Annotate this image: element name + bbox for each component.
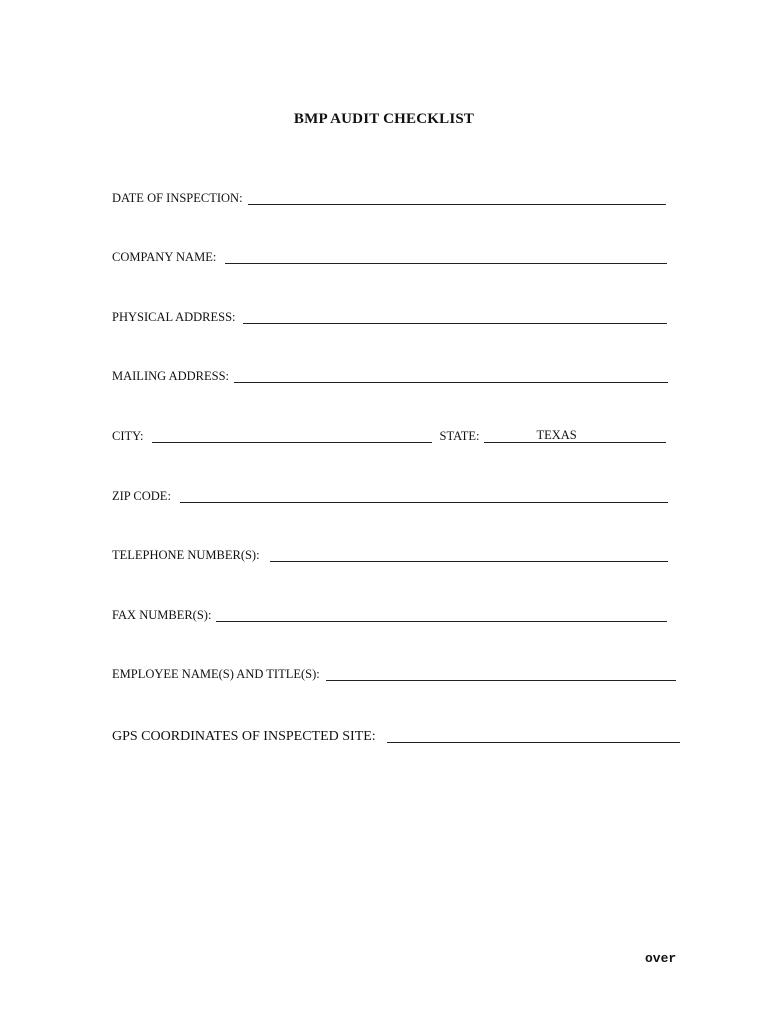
- state-value: TEXAS: [536, 428, 577, 442]
- physical-address-label: PHYSICAL ADDRESS:: [112, 310, 236, 324]
- state-label: STATE:: [439, 429, 480, 443]
- fax-row: [112, 604, 667, 623]
- date-of-inspection-row: [112, 187, 666, 206]
- gps-row: [112, 725, 680, 745]
- mailing-address-label: MAILING ADDRESS:: [112, 369, 230, 383]
- mailing-address-row: [112, 365, 668, 384]
- employee-field[interactable]: [326, 666, 676, 681]
- zip-code-field[interactable]: [180, 488, 668, 503]
- fax-field[interactable]: [216, 607, 667, 622]
- telephone-row: [112, 544, 668, 563]
- state-field[interactable]: [484, 428, 666, 443]
- fax-label: FAX NUMBER(S):: [112, 608, 212, 622]
- date-of-inspection-field[interactable]: [248, 190, 666, 205]
- telephone-label: TELEPHONE NUMBER(S):: [112, 548, 260, 562]
- gps-label: GPS COORDINATES OF INSPECTED SITE:: [112, 729, 376, 744]
- company-name-label: COMPANY NAME:: [112, 250, 217, 264]
- company-name-row: [112, 246, 667, 265]
- gps-field[interactable]: [387, 728, 680, 743]
- mailing-address-field[interactable]: [234, 368, 668, 383]
- physical-address-row: [112, 306, 667, 325]
- zip-code-row: [112, 485, 668, 504]
- company-name-field[interactable]: [225, 249, 667, 264]
- employee-label: EMPLOYEE NAME(S) AND TITLE(S):: [112, 667, 320, 681]
- physical-address-field[interactable]: [243, 309, 667, 324]
- city-label: CITY:: [112, 429, 144, 443]
- employee-row: [112, 663, 676, 682]
- city-state-row: [112, 425, 666, 444]
- date-of-inspection-label: DATE OF INSPECTION:: [112, 191, 243, 205]
- over-label: over: [645, 951, 677, 966]
- page-title: BMP AUDIT CHECKLIST: [293, 111, 475, 127]
- telephone-field[interactable]: [270, 547, 668, 562]
- zip-code-label: ZIP CODE:: [112, 489, 171, 503]
- city-field[interactable]: [152, 428, 432, 443]
